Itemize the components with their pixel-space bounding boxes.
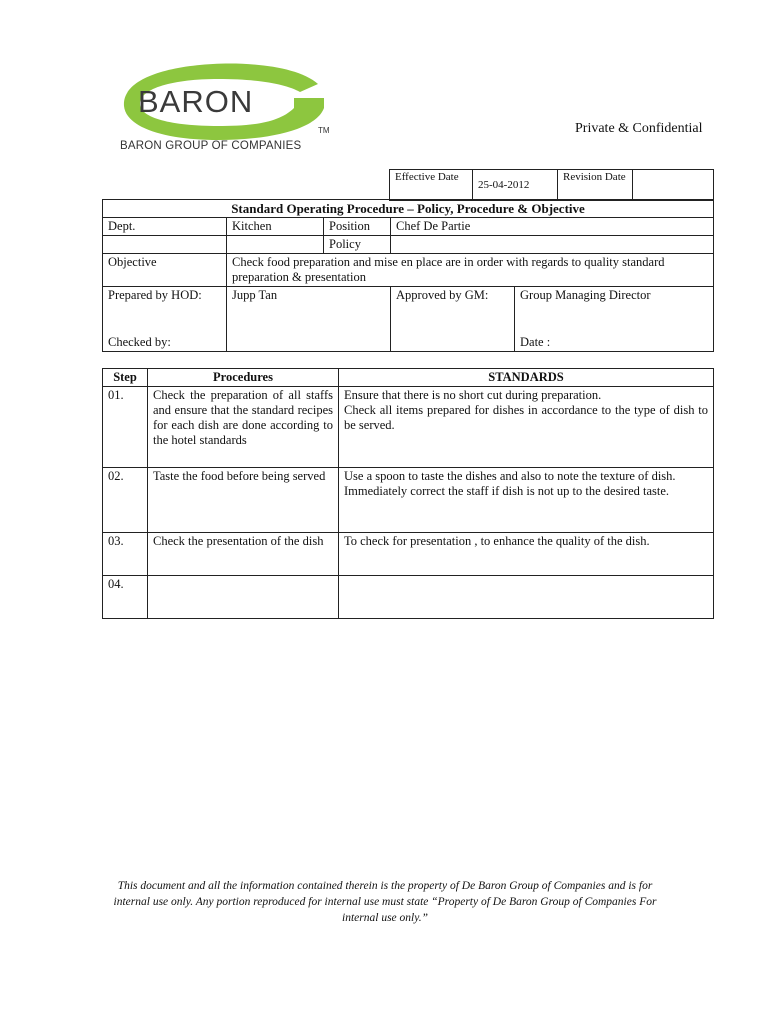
prepared-label: Prepared by HOD:	[108, 288, 202, 302]
sop-title: Standard Operating Procedure – Policy, Procedure & Objective	[103, 200, 714, 218]
revision-date-label: Revision Date	[558, 170, 633, 201]
step-standard: Ensure that there is no short cut during preparation. Check all items prepared for dishes in accordance to the type of dish to be served.	[339, 387, 714, 468]
step-standard: To check for presentation , to enhance the quality of the dish.	[339, 533, 714, 576]
objective-value: Check food preparation and mise en place are in order with regards to quality standard preparation & presentation	[227, 254, 714, 287]
policy-label: Policy	[324, 236, 391, 254]
dept-label: Dept.	[103, 218, 227, 236]
position-value: Chef De Partie	[391, 218, 714, 236]
date-label: Date :	[520, 335, 551, 349]
approved-value: Group Managing Director	[520, 288, 651, 302]
position-label: Position	[324, 218, 391, 236]
step-procedure: Check the preparation of all staffs and ensure that the standard recipes for each dish are done according to the hotel standards	[148, 387, 339, 468]
revision-date-value	[633, 170, 714, 201]
effective-date-label: Effective Date	[390, 170, 473, 201]
revision-table	[389, 169, 714, 201]
step-row	[103, 387, 714, 468]
approved-label: Approved by GM:	[391, 287, 515, 352]
procedures-header: Procedures	[148, 369, 339, 387]
step-standard	[339, 576, 714, 619]
effective-date-value: 25-04-2012	[473, 170, 558, 201]
prepared-value: Jupp Tan	[227, 287, 391, 352]
step-row	[103, 576, 714, 619]
approved-cell	[515, 287, 714, 352]
step-procedure: Taste the food before being served	[148, 468, 339, 533]
objective-label: Objective	[103, 254, 227, 287]
step-number: 03.	[103, 533, 148, 576]
policy-blank-2	[227, 236, 324, 254]
step-number: 04.	[103, 576, 148, 619]
step-row	[103, 533, 714, 576]
step-standard: Use a spoon to taste the dishes and also to note the texture of dish. Immediately correct the staff if dish is not up to the desired taste.	[339, 468, 714, 533]
step-number: 01.	[103, 387, 148, 468]
step-procedure: Check the presentation of the dish	[148, 533, 339, 576]
footer-disclaimer: This document and all the information contained therein is the property of De Baron Group of Companies and is for internal use only. Any portion reproduced for internal use must state “Property of De Baron Group of Companies For internal use only.”	[113, 880, 657, 924]
confidential-label: Private & Confidential	[575, 121, 703, 136]
prepared-cell	[103, 287, 227, 352]
policy-value	[391, 236, 714, 254]
steps-table	[102, 368, 714, 619]
logo-trademark: TM	[318, 126, 330, 135]
step-row	[103, 468, 714, 533]
sop-table	[102, 199, 714, 352]
policy-blank-1	[103, 236, 227, 254]
dept-value: Kitchen	[227, 218, 324, 236]
checked-label: Checked by:	[108, 335, 171, 349]
standards-header: STANDARDS	[339, 369, 714, 387]
logo-subtitle: BARON GROUP OF COMPANIES	[120, 140, 302, 152]
logo-wordmark: BARON	[138, 84, 254, 119]
step-number: 02.	[103, 468, 148, 533]
step-procedure	[148, 576, 339, 619]
step-header: Step	[103, 369, 148, 387]
